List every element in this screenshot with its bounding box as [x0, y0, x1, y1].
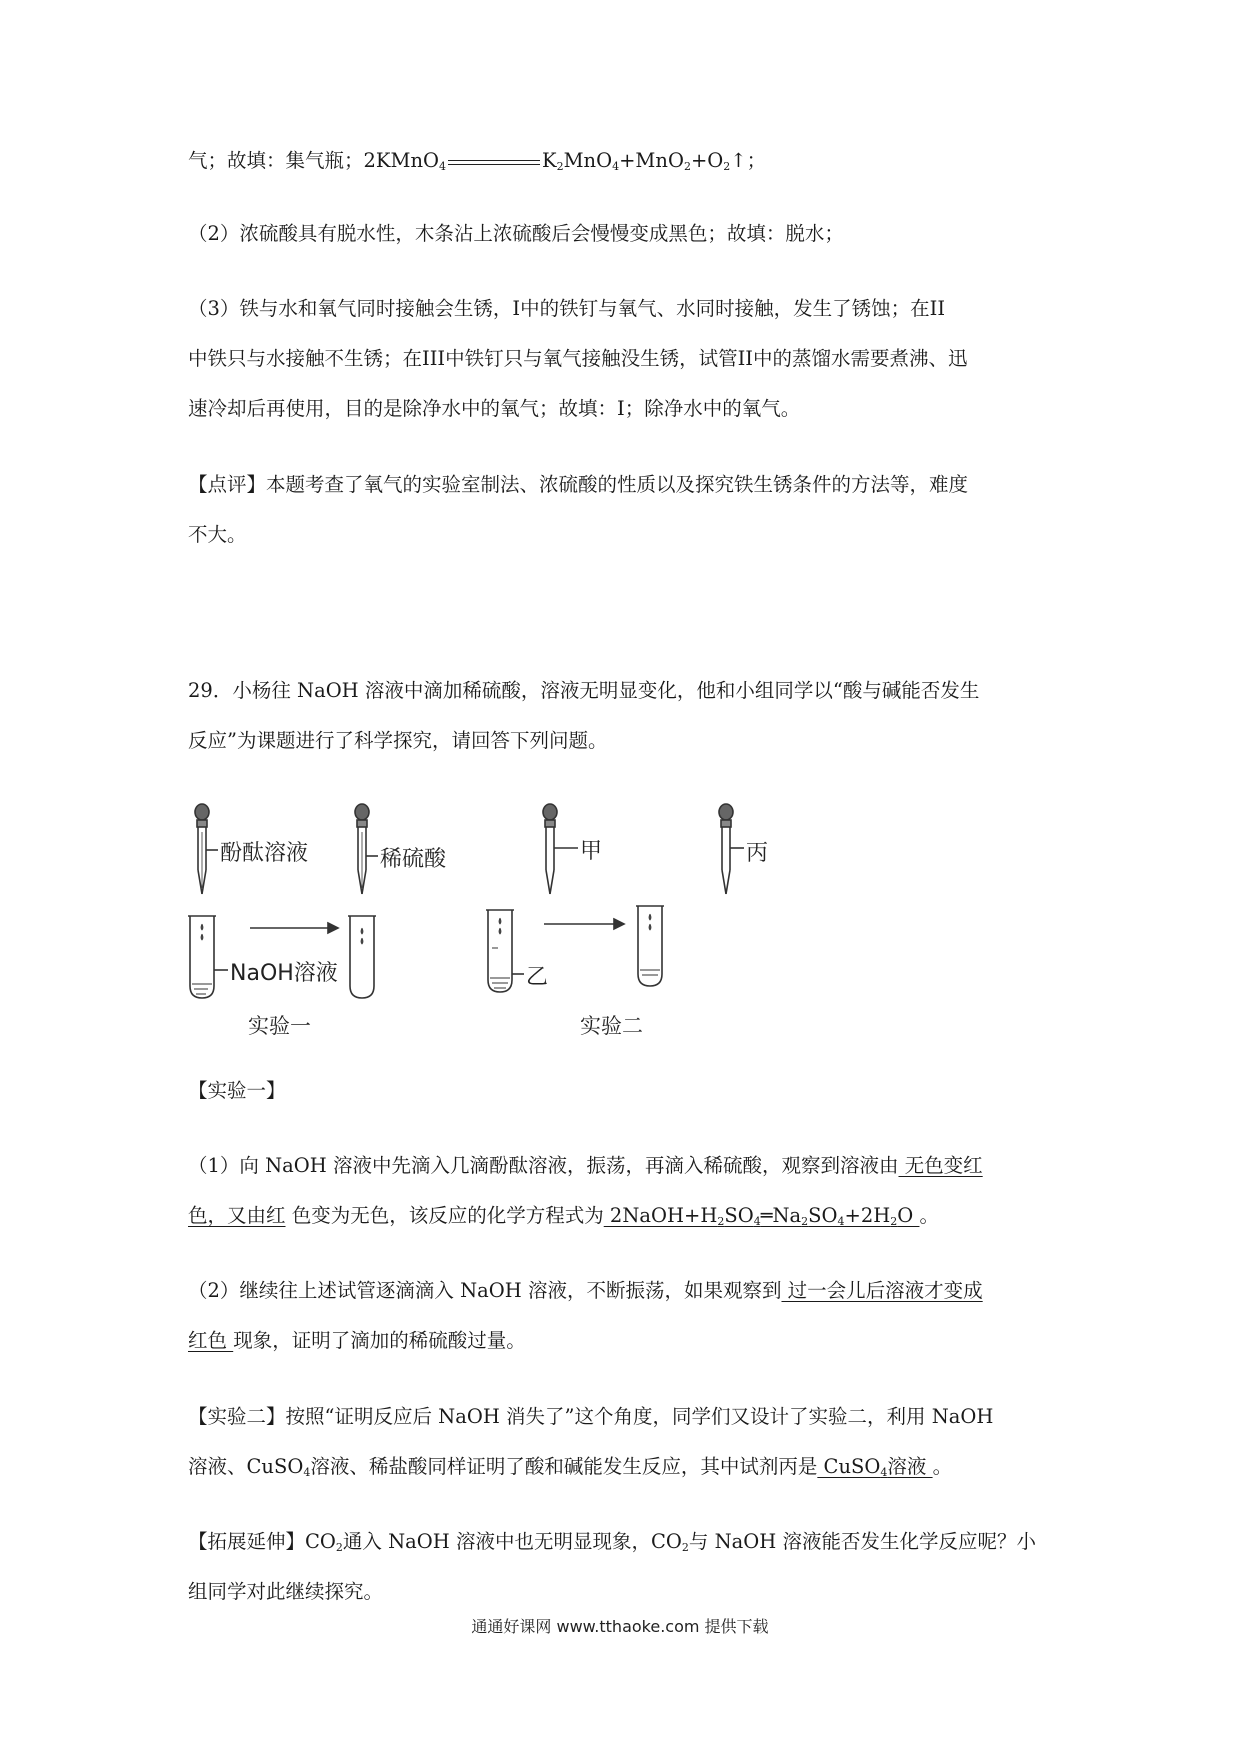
exp1-item2-line2: 红色 现象，证明了滴加的稀硫酸过量。: [188, 1329, 526, 1352]
answer-blank: 色，又由红: [188, 1204, 286, 1227]
label-dilute-sulfuric-acid: 稀硫酸: [380, 847, 447, 872]
dropper-icon: [543, 804, 557, 894]
question-29-line2: 反应”为课题进行了科学探究，请回答下列问题。: [188, 729, 608, 752]
paragraph-answer-continuation: 气；故填：集气瓶；2KMnO$_4$ $K_2MnO_4+MnO_2+O_2↑$；: [188, 136, 1068, 186]
answer-blank: 无色变红: [898, 1154, 983, 1177]
test-tube-icon: [348, 916, 376, 998]
label-naoh-solution: NaOH溶液: [230, 961, 338, 986]
test-tube-icon: [486, 910, 514, 992]
test-tube-icon: [636, 906, 664, 986]
paragraph-rust-line3: 速冷却后再使用，目的是除净水中的氧气；故填：Ⅰ；除净水中的氧气。: [188, 397, 801, 420]
answer-blank: 过一会儿后溶液才变成: [781, 1279, 983, 1302]
paragraph-sulfuric-acid: （2）浓硫酸具有脱水性，木条沾上浓硫酸后会慢慢变成黑色；故填：脱水；: [188, 222, 844, 245]
label-reagent-jia: 甲: [580, 839, 603, 864]
experiment-two-line1: 【实验二】按照“证明反应后 NaOH 消失了”这个角度，同学们又设计了实验二，利用 NaOH: [188, 1405, 994, 1428]
caption-experiment-two: 实验二: [580, 1014, 643, 1038]
extension-line2: 组同学对此继续探究。: [188, 1580, 384, 1603]
experiment-two-line2: 溶液、CuSO$_4$溶液、稀盐酸同样证明了酸和碱能发生反应，其中试剂丙是 CuSO$_4$溶液 。: [188, 1455, 953, 1479]
label-reagent-bing: 丙: [746, 841, 769, 866]
test-tube-icon: [188, 916, 216, 998]
exp1-item2-line1: （2）继续往上述试管逐滴滴入 NaOH 溶液，不断振荡，如果观察到 过一会儿后溶液才变成: [188, 1279, 983, 1302]
paragraph-rust-line1: （3）铁与水和氧气同时接触会生锈，Ⅰ中的铁钉与氧气、水同时接触，发生了锈蚀；在II: [188, 297, 946, 320]
page-footer: 通通好课网 www.tthaoke.com 提供下载: [471, 1617, 769, 1636]
experiment-one-heading: 【实验一】: [188, 1079, 286, 1102]
question-29-line1: 29．小杨往 NaOH 溶液中滴加稀硫酸，溶液无明显变化，他和小组同学以“酸与碱能否发生: [188, 679, 980, 702]
experiment-figure: [188, 798, 908, 1048]
answer-blank: CuSO$_4$溶液: [817, 1455, 933, 1479]
extension-line1: 【拓展延伸】$CO_2$通入 NaOH 溶液中也无明显现象，$CO_2$与 NaOH 溶液能否发生化学反应呢？小: [188, 1530, 1036, 1554]
exp1-item1-line2: 色，又由红 色变为无色，该反应的化学方程式为 $2NaOH+H_2SO_4═Na_2SO_4+2H_2O$ 。: [188, 1204, 939, 1228]
caption-experiment-one: 实验一: [248, 1014, 311, 1038]
heating-reaction-arrow: [448, 152, 540, 172]
label-phenolphthalein: 酚酞溶液: [220, 841, 309, 866]
dropper-icon: [355, 804, 369, 894]
answer-blank: 红色: [188, 1329, 234, 1352]
paragraph-rust-line2: 中铁只与水接触不生锈；在III中铁钉只与氧气接触没生锈，试管II中的蒸馏水需要煮沸、迅: [188, 347, 968, 370]
label-reagent-yi: 乙: [526, 965, 549, 990]
comment-line1: 【点评】本题考查了氧气的实验室制法、浓硫酸的性质以及探究铁生锈条件的方法等，难度: [188, 473, 969, 496]
answer-equation-blank: $2NaOH+H_2SO_4═Na_2SO_4+2H_2O$: [603, 1204, 920, 1228]
exp1-item1-line1: （1）向 NaOH 溶液中先滴入几滴酚酞溶液，振荡，再滴入稀硫酸，观察到溶液由 无色变红: [188, 1154, 983, 1177]
comment-line2: 不大。: [188, 523, 247, 546]
dropper-icon: [195, 804, 209, 894]
dropper-icon: [719, 804, 733, 894]
